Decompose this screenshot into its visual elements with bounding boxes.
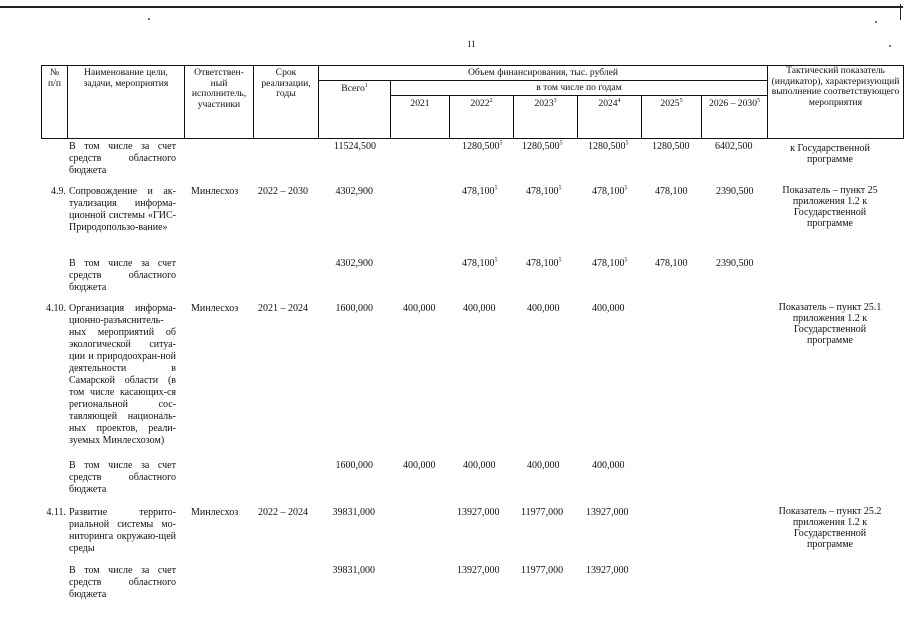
row-responsible: Минлесхоз (191, 303, 239, 314)
row-term: 2021 – 2024 (258, 303, 308, 314)
cell-2023: 1280,500$^5$ (522, 140, 563, 152)
cell-2022: 478,100$^5$ (462, 257, 498, 269)
page-number: 11 (467, 39, 476, 49)
header-year-2024: 2024$^4$ (598, 97, 621, 109)
row-responsible: Минлесхоз (191, 186, 239, 197)
row-responsible: Минлесхоз (191, 507, 239, 518)
cell-2025: 478,100 (655, 258, 688, 269)
row-description: Организация информа-ционно-разъяснитель-ных мероприятий об экологической ситуа-ции и природоохран-ной деятельности в Самарской области (в том числе касающих-ся региональной сос-тавляющей националь-ных проектов, реали-зуемых Минлесхозом) (69, 303, 176, 446)
cell-2024: 400,000 (592, 303, 625, 314)
scan-dot (148, 18, 150, 20)
cell-2022: 400,000 (463, 303, 496, 314)
col-border (390, 80, 391, 139)
col-border (903, 65, 904, 139)
header-responsible: Ответствен-ный исполнитель, участники (191, 67, 247, 110)
row-indicator: Показатель – пункт 25.2 приложения 1.2 к Государственной программе (778, 506, 882, 550)
row-description: В том числе за счет средств областного бюджета (69, 460, 176, 495)
cell-total: 1600,000 (335, 303, 373, 314)
cell-2023: 400,000 (527, 460, 560, 471)
cell-2022: 13927,000 (457, 507, 500, 518)
cell-2022: 478,100$^5$ (462, 185, 498, 197)
row-number: 4.10. (46, 303, 66, 314)
row-indicator: к Государственной программе (790, 143, 870, 165)
cell-2023: 478,100$^5$ (526, 257, 562, 269)
row-description: В том числе за счет средств областного бюджета (69, 258, 176, 293)
cell-2023: 478,100$^5$ (526, 185, 562, 197)
row-indicator: Показатель – пункт 25.1 приложения 1.2 к Государственной программе (778, 302, 882, 346)
cell-total: 39831,000 (332, 565, 375, 576)
header-year-2023: 2023$^3$ (534, 97, 557, 109)
header-year-2022: 2022$^2$ (470, 97, 493, 109)
header-by-years: в том числе по годам (536, 82, 622, 93)
cell-2024: 400,000 (592, 460, 625, 471)
top-border-line (0, 6, 903, 8)
cell-2026-2030: 2390,500 (716, 258, 754, 269)
row-description: Сопровождение и ак-туализация информа-ционной системы «ГИС-Природопользо-вание» (69, 186, 176, 233)
header-year-2021: 2021 (410, 98, 430, 109)
header-indicator: Тактический показатель (индикатор), характеризующий выполнение соответствующего мероприятия (771, 65, 900, 108)
header-name: Наименование цели, задачи, мероприятия (83, 67, 169, 89)
cell-2026-2030: 2390,500 (716, 186, 754, 197)
cell-2024: 13927,000 (586, 565, 629, 576)
header-num: № п/п (48, 67, 61, 89)
row-indicator: Показатель – пункт 25 приложения 1.2 к Государственной программе (782, 185, 878, 229)
col-border (67, 65, 68, 139)
cell-total: 4302,900 (335, 186, 373, 197)
cell-2023: 400,000 (527, 303, 560, 314)
col-border (184, 65, 185, 139)
row-term: 2022 – 2024 (258, 507, 308, 518)
cell-2024: 478,100$^5$ (592, 257, 628, 269)
cell-2021: 400,000 (403, 460, 436, 471)
cell-2024: 13927,000 (586, 507, 629, 518)
cell-2023: 11977,000 (521, 507, 564, 518)
row-description: В том числе за счет средств областного бюджета (69, 565, 176, 600)
header-total: Всего$^1$ (341, 82, 368, 94)
cell-total: 11524,500 (333, 141, 376, 152)
header-financing: Объем финансирования, тыс. рублей (467, 67, 619, 78)
row-description: Развитие террито-риальной системы мо-ниторинга окружаю-щей среды (69, 507, 176, 554)
cell-total: 39831,000 (332, 507, 375, 518)
cell-2025: 478,100 (655, 186, 688, 197)
financing-divider (318, 80, 767, 81)
row-number: 4.11. (46, 507, 66, 518)
scan-dot (889, 45, 891, 47)
header-term: Срок реализации, годы (261, 67, 311, 99)
cell-2023: 11977,000 (521, 565, 564, 576)
col-border (253, 65, 254, 139)
cell-2024: 1280,500$^5$ (588, 140, 629, 152)
header-bottom-border (41, 138, 903, 139)
cell-2022: 400,000 (463, 460, 496, 471)
right-edge-mark (900, 4, 901, 20)
years-divider (390, 95, 767, 96)
cell-2022: 1280,500$^5$ (462, 140, 503, 152)
row-term: 2022 – 2030 (258, 186, 308, 197)
cell-total: 4302,900 (335, 258, 373, 269)
cell-2026-2030: 6402,500 (715, 141, 753, 152)
row-description: В том числе за счет средств областного бюджета (69, 141, 176, 176)
header-year-2025: 2025$^5$ (660, 97, 683, 109)
row-number: 4.9. (51, 186, 66, 197)
scan-dot (875, 21, 877, 23)
cell-total: 1600,000 (335, 460, 373, 471)
cell-2025: 1280,500 (652, 141, 690, 152)
col-border (767, 65, 768, 139)
col-border (318, 65, 319, 139)
cell-2024: 478,100$^5$ (592, 185, 628, 197)
cell-2021: 400,000 (403, 303, 436, 314)
cell-2022: 13927,000 (457, 565, 500, 576)
header-year-2026-2030: 2026 – 2030$^5$ (709, 97, 760, 109)
